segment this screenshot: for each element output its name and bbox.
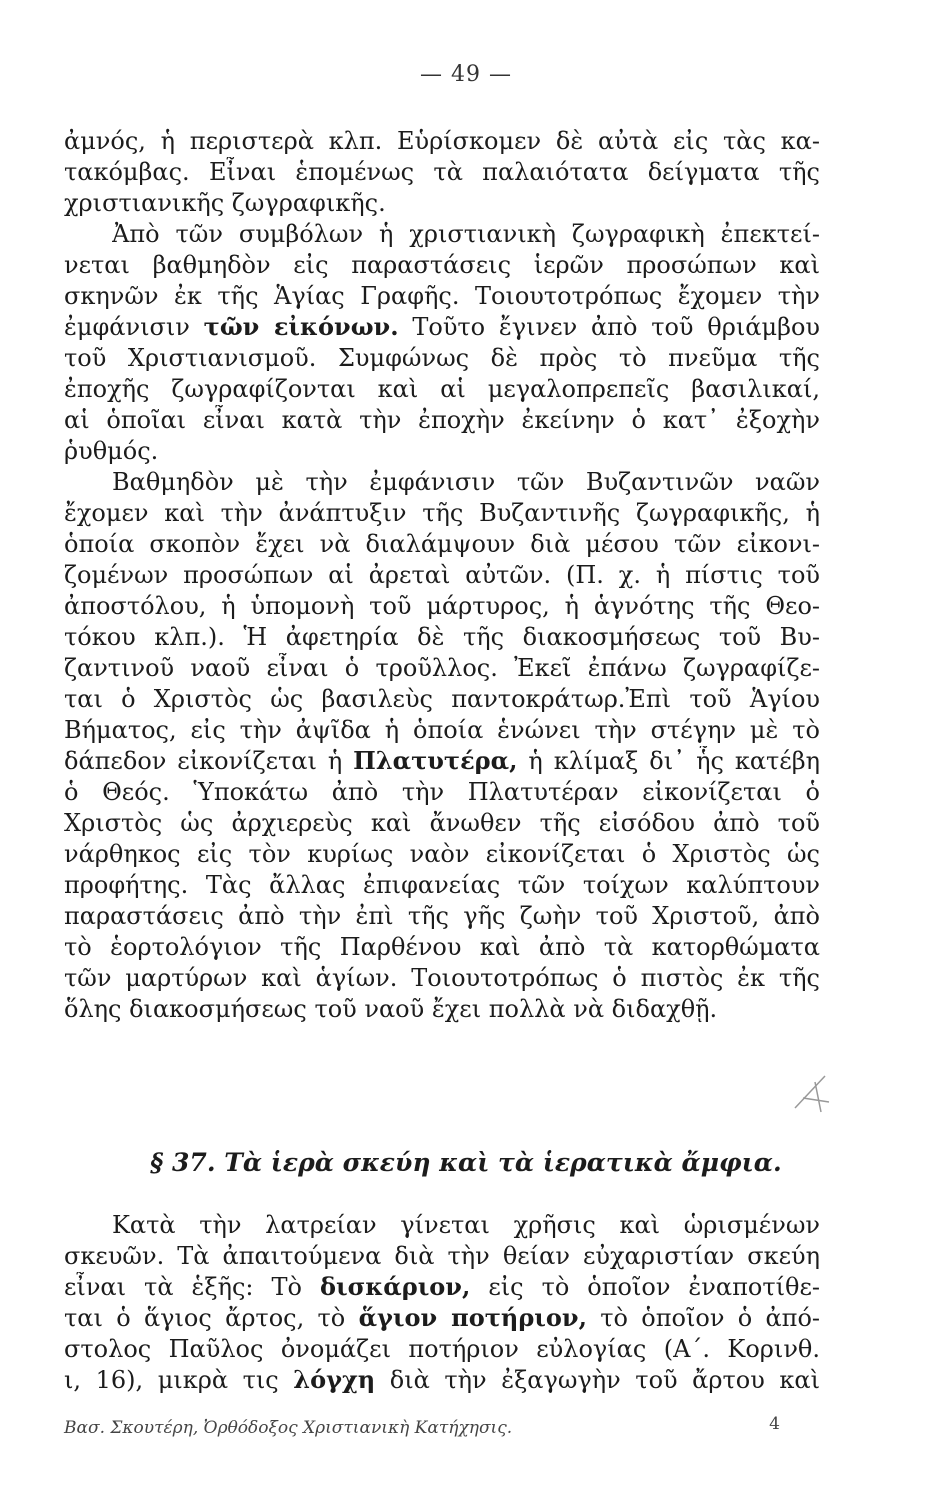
text-run: ι, 16), μικρὰ τις bbox=[64, 1366, 294, 1394]
text-line bbox=[64, 312, 820, 342]
bold-term: ἅγιον ποτήριον, bbox=[358, 1303, 587, 1332]
footer-text: Βασ. Σκουτέρη, Ὀρθόδοξος Χριστιανικὴ Κατήχησις. bbox=[64, 1418, 513, 1438]
bold-term: λόγχη bbox=[293, 1365, 376, 1394]
text-line: Ἀπὸ τῶν συμβόλων ἡ χριστιανικὴ ζωγραφικὴ ἐπεκτεί- bbox=[112, 220, 820, 248]
text-run: τὸ ὁποῖον ὁ ἀπό- bbox=[586, 1304, 820, 1332]
text-run: δάπεδον εἰκονίζεται ἡ bbox=[64, 747, 354, 775]
text-line bbox=[64, 1303, 820, 1333]
text-run: εἶναι τὰ ἑξῆς: Τὸ bbox=[64, 1273, 320, 1301]
text-line: Βαθμηδὸν μὲ τὴν ἐμφάνισιν τῶν Βυζαντινῶν ναῶν bbox=[112, 468, 820, 496]
signature-number: 4 bbox=[769, 1414, 780, 1434]
bold-term: Πλατυτέρα, bbox=[353, 746, 518, 775]
text-line: σκηνῶν ἐκ τῆς Ἁγίας Γραφῆς. Τοιουτοτρόπως ἔχομεν τὴν bbox=[64, 282, 820, 310]
text-line: τόκου κλπ.). Ἡ ἀφετηρία δὲ τῆς διακοσμήσεως τοῦ Βυ- bbox=[64, 623, 820, 651]
footer-citation bbox=[64, 1414, 820, 1438]
text-line: αἱ ὁποῖαι εἶναι κατὰ τὴν ἐποχὴν ἐκείνην ὁ κατ᾿ ἐξοχὴν bbox=[64, 406, 820, 434]
text-run: διὰ τὴν ἐξαγωγὴν τοῦ ἄρτου καὶ bbox=[375, 1366, 820, 1394]
text-line bbox=[64, 1272, 820, 1302]
text-run: ται ὁ ἅγιος ἄρτος, τὸ bbox=[64, 1304, 359, 1332]
text-run: Τοῦτο ἔγινεν ἀπὸ τοῦ θριάμβου bbox=[398, 313, 820, 341]
text-line: Κατὰ τὴν λατρείαν γίνεται χρῆσις καὶ ὡρισμένων bbox=[112, 1211, 820, 1239]
text-line: ζομένων προσώπων αἱ ἀρεταὶ αὐτῶν. (Π. χ. ἡ πίστις τοῦ bbox=[64, 561, 820, 589]
pencil-mark bbox=[785, 1068, 835, 1118]
text-line: ὁ Θεός. Ὑποκάτω ἀπὸ τὴν Πλατυτέραν εἰκονίζεται ὁ bbox=[64, 778, 820, 806]
text-line: τὸ ἑορτολόγιον τῆς Παρθένου καὶ ἀπὸ τὰ κατορθώματα bbox=[64, 933, 820, 961]
text-line: ἐποχῆς ζωγραφίζονται καὶ αἱ μεγαλοπρεπεῖς βασιλικαί, bbox=[64, 375, 820, 403]
text-line: στολος Παῦλος ὀνομάζει ποτήριον εὐλογίας (Α΄. Κορινθ. bbox=[64, 1335, 820, 1363]
text-line: προφήτης. Τὰς ἄλλας ἐπιφανείας τῶν τοίχων καλύπτουν bbox=[64, 871, 820, 899]
text-line: ται ὁ Χριστὸς ὡς βασιλεὺς παντοκράτωρ.Ἐπὶ τοῦ Ἁγίου bbox=[64, 685, 820, 713]
bold-term: δισκάριον, bbox=[319, 1272, 471, 1301]
text-line: τῶν μαρτύρων καὶ ἁγίων. Τοιουτοτρόπως ὁ πιστὸς ἐκ τῆς bbox=[64, 964, 820, 992]
bold-term: τῶν εἰκόνων. bbox=[203, 312, 399, 341]
text-line: ἀποστόλου, ἡ ὑπομονὴ τοῦ μάρτυρος, ἡ ἁγνότης τῆς Θεο- bbox=[64, 592, 820, 620]
text-line: ὅλης διακοσμήσεως τοῦ ναοῦ ἔχει πολλὰ νὰ διδαχθῇ. bbox=[64, 995, 718, 1023]
text-run: ἡ κλίμαξ δι᾿ ἧς κατέβη bbox=[517, 747, 820, 775]
text-line: τοῦ Χριστιανισμοῦ. Συμφώνως δὲ πρὸς τὸ πνεῦμα τῆς bbox=[64, 344, 820, 372]
text-run: εἰς τὸ ὁποῖον ἐναποτίθε- bbox=[470, 1273, 820, 1301]
text-line: ἔχομεν καὶ τὴν ἀνάπτυξιν τῆς Βυζαντινῆς ζωγραφικῆς, ἡ bbox=[64, 499, 820, 527]
text-line: σκευῶν. Τὰ ἀπαιτούμενα διὰ τὴν θείαν εὐχαριστίαν σκεύη bbox=[64, 1242, 820, 1270]
text-line bbox=[64, 746, 820, 776]
text-line: ἀμνός, ἡ περιστερὰ κλπ. Εὑρίσκομεν δὲ αὐτὰ εἰς τὰς κα- bbox=[64, 127, 820, 155]
text-run: ἐμφάνισιν bbox=[64, 313, 204, 341]
text-line: νεται βαθμηδὸν εἰς παραστάσεις ἱερῶν προσώπων καὶ bbox=[64, 251, 820, 279]
page-number: — 49 — bbox=[420, 62, 512, 87]
text-line: Χριστὸς ὡς ἀρχιερεὺς καὶ ἄνωθεν τῆς εἰσόδου ἀπὸ τοῦ bbox=[64, 809, 820, 837]
text-line: Βήματος, εἰς τὴν ἀψῖδα ἡ ὁποία ἑνώνει τὴν στέγην μὲ τὸ bbox=[64, 716, 820, 744]
section-heading: § 37. Τὰ ἱερὰ σκεύη καὶ τὰ ἱερατικὰ ἄμφια. bbox=[150, 1148, 782, 1177]
text-line: τακόμβας. Εἶναι ἑπομένως τὰ παλαιότατα δείγματα τῆς bbox=[64, 158, 820, 186]
text-line: παραστάσεις ἀπὸ τὴν ἐπὶ τῆς γῆς ζωὴν τοῦ Χριστοῦ, ἀπὸ bbox=[64, 902, 820, 930]
text-line: νάρθηκος εἰς τὸν κυρίως ναὸν εἰκονίζεται ὁ Χριστὸς ὡς bbox=[64, 840, 820, 868]
text-line: χριστιανικῆς ζωγραφικῆς. bbox=[64, 189, 386, 217]
text-line: ζαντινοῦ ναοῦ εἶναι ὁ τροῦλλος. Ἐκεῖ ἐπάνω ζωγραφίζε- bbox=[64, 654, 820, 682]
text-line bbox=[64, 1365, 820, 1395]
text-line: ὁποία σκοπὸν ἔχει νὰ διαλάμψουν διὰ μέσου τῶν εἰκονι- bbox=[64, 530, 820, 558]
text-line: ῥυθμός. bbox=[64, 437, 159, 465]
